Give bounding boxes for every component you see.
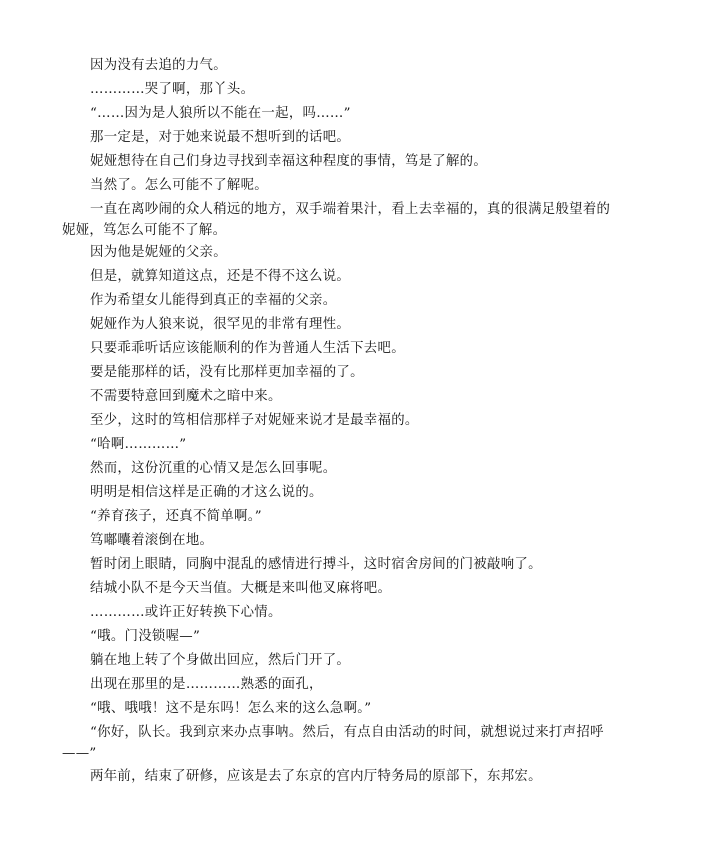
paragraph: 至少，这时的笃相信那样子对妮娅来说才是最幸福的。 <box>90 413 419 428</box>
paragraph: 出现在那里的是…………熟悉的面孔， <box>90 677 323 692</box>
paragraph: …………哭了啊，那丫头。 <box>90 82 255 97</box>
paragraph: 因为他是妮娅的父亲。 <box>90 245 227 260</box>
paragraph: 结城小队不是今天当值。大概是来叫他叉麻将吧。 <box>90 581 392 596</box>
paragraph: 妮娅想待在自己们身边寻找到幸福这种程度的事情，笃是了解的。 <box>90 154 488 169</box>
paragraph: 然而，这份沉重的心情又是怎么回事呢。 <box>90 461 337 476</box>
paragraph: 笃嘟囔着滚倒在地。 <box>90 533 214 548</box>
paragraph: …………或许正好转换下心情。 <box>90 605 282 620</box>
paragraph: 作为希望女儿能得到真正的幸福的父亲。 <box>90 293 337 308</box>
paragraph: “你好，队长。我到京来办点事呐。然后，有点自由活动的时间，就想说过来打声招呼——” <box>62 725 604 761</box>
paragraph: 两年前，结束了研修，应该是去了东京的宫内厅特务局的原部下，东邦宏。 <box>90 769 542 784</box>
paragraph: 只要乖乖听话应该能顺利的作为普通人生活下去吧。 <box>90 341 405 356</box>
paragraph: 要是能那样的话，没有比那样更加幸福的了。 <box>90 365 364 380</box>
paragraph: 因为没有去追的力气。 <box>90 58 227 73</box>
paragraph: 当然了。怎么可能不了解呢。 <box>90 178 268 193</box>
paragraph: “哦。门没锁喔—” <box>90 629 201 644</box>
paragraph: 但是，就算知道这点，还是不得不这么说。 <box>90 269 351 284</box>
paragraph: 妮娅作为人狼来说，很罕见的非常有理性。 <box>90 317 351 332</box>
paragraph: “哦、哦哦！这不是东吗！怎么来的这么急啊。” <box>90 701 372 716</box>
paragraph: 躺在地上转了个身做出回应，然后门开了。 <box>90 653 351 668</box>
paragraph: 暂时闭上眼睛，同胸中混乱的感情进行搏斗，这时宿舍房间的门被敲响了。 <box>90 557 542 572</box>
paragraph: “……因为是人狼所以不能在一起，吗……” <box>90 106 351 121</box>
paragraph: 不需要特意回到魔术之暗中来。 <box>90 389 282 404</box>
paragraph: “哈啊…………” <box>90 437 187 452</box>
paragraph: “养育孩子，还真不简单啊。” <box>90 509 262 524</box>
paragraph: 那一定是，对于她来说最不想听到的话吧。 <box>90 130 351 145</box>
paragraph: 一直在离吵闹的众人稍远的地方，双手端着果汁，看上去幸福的，真的很满足般望着的妮娅，笃怎么可能不了解。 <box>62 202 611 238</box>
paragraph: 明明是相信这样是正确的才这么说的。 <box>90 485 323 500</box>
